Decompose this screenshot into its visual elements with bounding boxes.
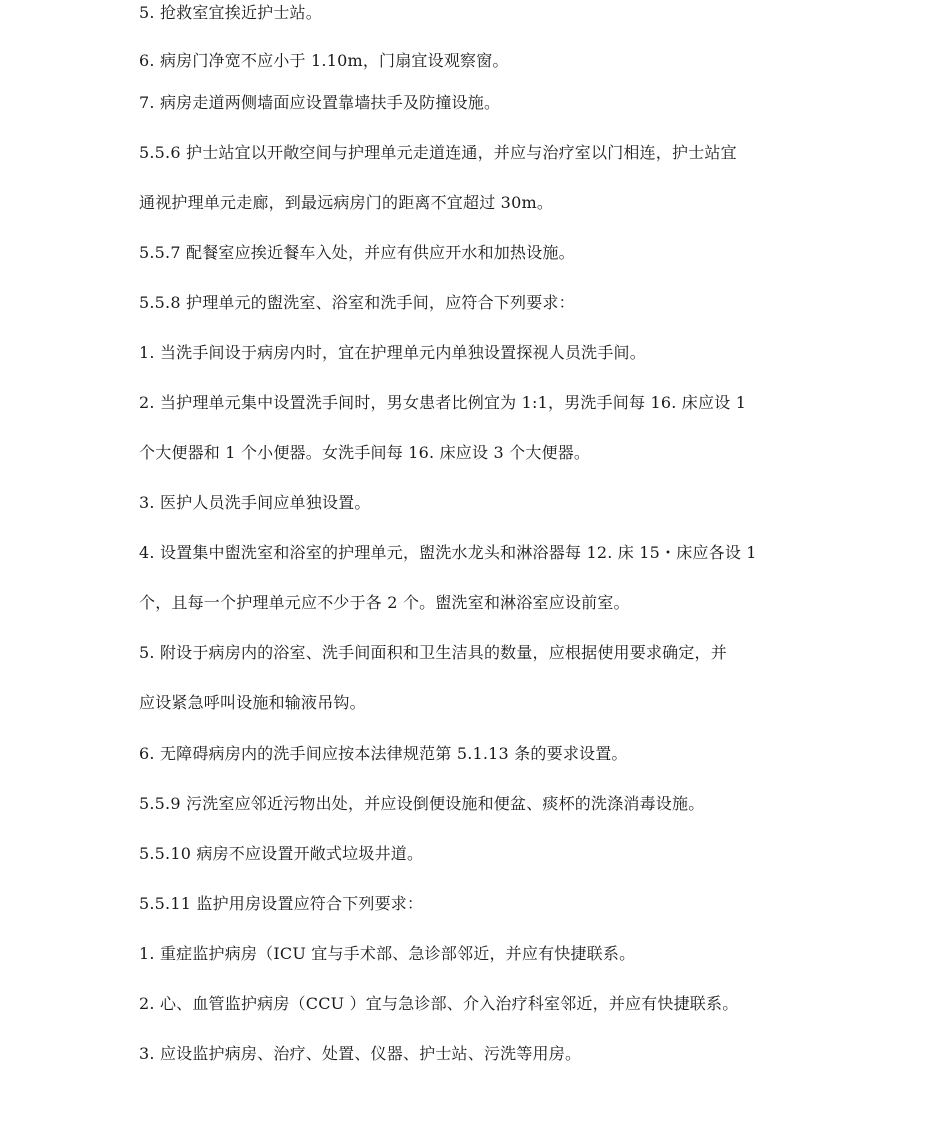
text-line: 5.5.6 护士站宜以开敞空间与护理单元走道连通，并应与治疗室以门相连，护士站宜: [139, 143, 737, 162]
text-line: 5.5.8 护理单元的盥洗室、浴室和洗手间，应符合下列要求：: [139, 293, 575, 312]
text-line: 5.5.11 监护用房设置应符合下列要求：: [139, 894, 424, 913]
text-line: 6. 无障碍病房内的洗手间应按本法律规范第 5.1.13 条的要求设置。: [139, 744, 628, 763]
text-line: 5.5.7 配餐室应挨近餐车入处，并应有供应开水和加热设施。: [139, 243, 575, 262]
text-line: 5. 附设于病房内的浴室、洗手间面积和卫生洁具的数量，应根据使用要求确定，并: [139, 643, 727, 662]
text-line: 5.5.10 病房不应设置开敞式垃圾井道。: [139, 844, 424, 863]
text-line: 2. 当护理单元集中设置洗手间时，男女患者比例宜为 1:1，男洗手间每 16. 床应设 1: [139, 393, 747, 412]
text-line: 1. 重症监护病房（ICU 宜与手术部、急诊部邻近，并应有快捷联系。: [139, 944, 636, 963]
text-line: 5. 抢救室宜挨近护士站。: [139, 3, 322, 22]
text-line: 个，且每一个护理单元应不少于各 2 个。盥洗室和淋浴室应设前室。: [139, 593, 630, 612]
text-line: 3. 医护人员洗手间应单独设置。: [139, 493, 371, 512]
text-line: 6. 病房门净宽不应小于 1.10m，门扇宜设观察窗。: [139, 51, 509, 70]
text-line: 7. 病房走道两侧墙面应设置靠墙扶手及防撞设施。: [139, 93, 501, 112]
text-line: 4. 设置集中盥洗室和浴室的护理单元，盥洗水龙头和淋浴器每 12. 床 15・床应各设 1: [139, 543, 757, 562]
text-line: 个大便器和 1 个小便器。女洗手间每 16. 床应设 3 个大便器。: [139, 443, 591, 462]
text-line: 3. 应设监护病房、治疗、处置、仪器、护士站、污洗等用房。: [139, 1044, 582, 1063]
text-line: 应设紧急呼叫设施和输液吊钩。: [139, 693, 366, 712]
text-line: 2. 心、血管监护病房（CCU ）宜与急诊部、介入治疗科室邻近，并应有快捷联系。: [139, 994, 739, 1013]
text-line: 1. 当洗手间设于病房内时，宜在护理单元内单独设置探视人员洗手间。: [139, 343, 646, 362]
text-line: 5.5.9 污洗室应邻近污物出处，并应设倒便设施和便盆、痰杯的洗涤消毒设施。: [139, 794, 705, 813]
text-line: 通视护理单元走廊，到最远病房门的距离不宜超过 30m。: [139, 193, 554, 212]
